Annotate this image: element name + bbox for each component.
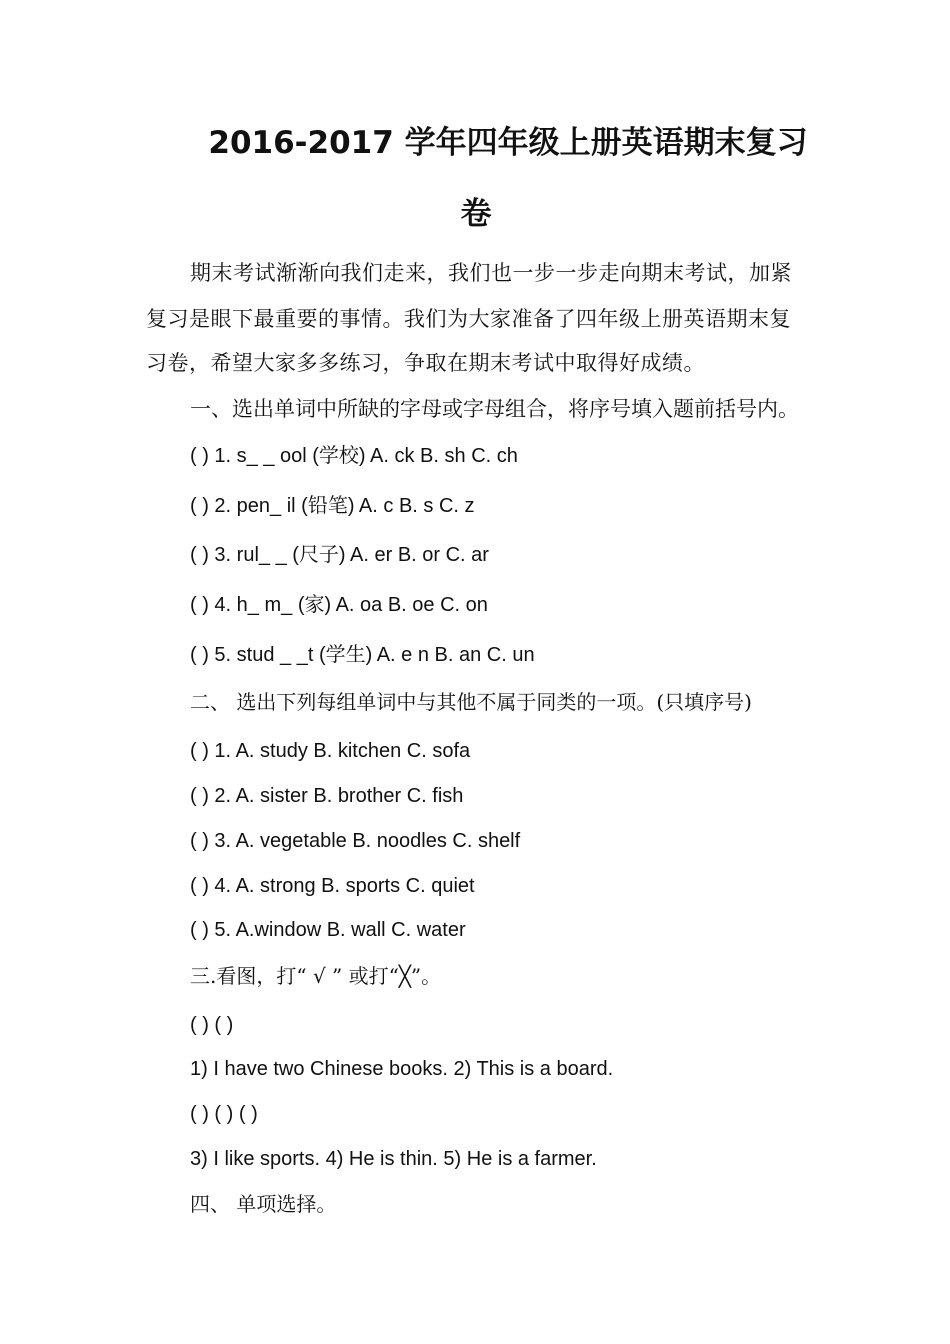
section-3-sentences-2: 3) I like sports. 4) He is thin. 5) He is a farmer. xyxy=(190,1148,597,1170)
section-3-answer-brackets-2: ( ) ( ) ( ) xyxy=(190,1103,258,1125)
section-3-sentences-1: 1) I have two Chinese books. 2) This is a board. xyxy=(190,1058,614,1080)
section-1-item-3: ( ) 3. rul_ _ (尺子) A. er B. or C. ar xyxy=(190,544,489,566)
document-title-line-1: 2016-2017 学年四年级上册英语期末复习 xyxy=(208,125,808,161)
section-1-item-5: ( ) 5. stud _ _t (学生) A. e n B. an C. un xyxy=(190,644,535,666)
section-2-heading: 二、 选出下列每组单词中与其他不属于同类的一项。(只填序号) xyxy=(190,690,752,714)
intro-paragraph-line-1: 期末考试渐渐向我们走来，我们也一步一步走向期末考试，加紧 xyxy=(190,261,792,285)
section-2-item-1: ( ) 1. A. study B. kitchen C. sofa xyxy=(190,740,471,762)
section-4-heading: 四、 单项选择。 xyxy=(190,1192,337,1216)
section-1-item-4: ( ) 4. h_ m_ (家) A. oa B. oe C. on xyxy=(190,594,488,616)
section-1-item-1: ( ) 1. s_ _ ool (学校) A. ck B. sh C. ch xyxy=(190,445,518,467)
section-2-item-2: ( ) 2. A. sister B. brother C. fish xyxy=(190,785,464,807)
intro-paragraph-line-3: 习卷，希望大家多多练习，争取在期末考试中取得好成绩。 xyxy=(146,351,705,375)
intro-paragraph-line-2: 复习是眼下最重要的事情。我们为大家准备了四年级上册英语期末复 xyxy=(146,307,791,331)
section-3-answer-brackets-1: ( ) ( ) xyxy=(190,1014,234,1036)
document-title-line-2: 卷 xyxy=(460,196,492,232)
section-1-heading: 一、选出单词中所缺的字母或字母组合，将序号填入题前括号内。 xyxy=(190,397,799,421)
section-2-item-4: ( ) 4. A. strong B. sports C. quiet xyxy=(190,875,475,897)
section-3-heading: 三.看图，打“ √ ” 或打“╳”。 xyxy=(190,964,442,988)
section-2-item-3: ( ) 3. A. vegetable B. noodles C. shelf xyxy=(190,830,521,852)
section-1-item-2: ( ) 2. pen_ il (铅笔) A. c B. s C. z xyxy=(190,495,475,517)
section-2-item-5: ( ) 5. A.window B. wall C. water xyxy=(190,919,466,941)
